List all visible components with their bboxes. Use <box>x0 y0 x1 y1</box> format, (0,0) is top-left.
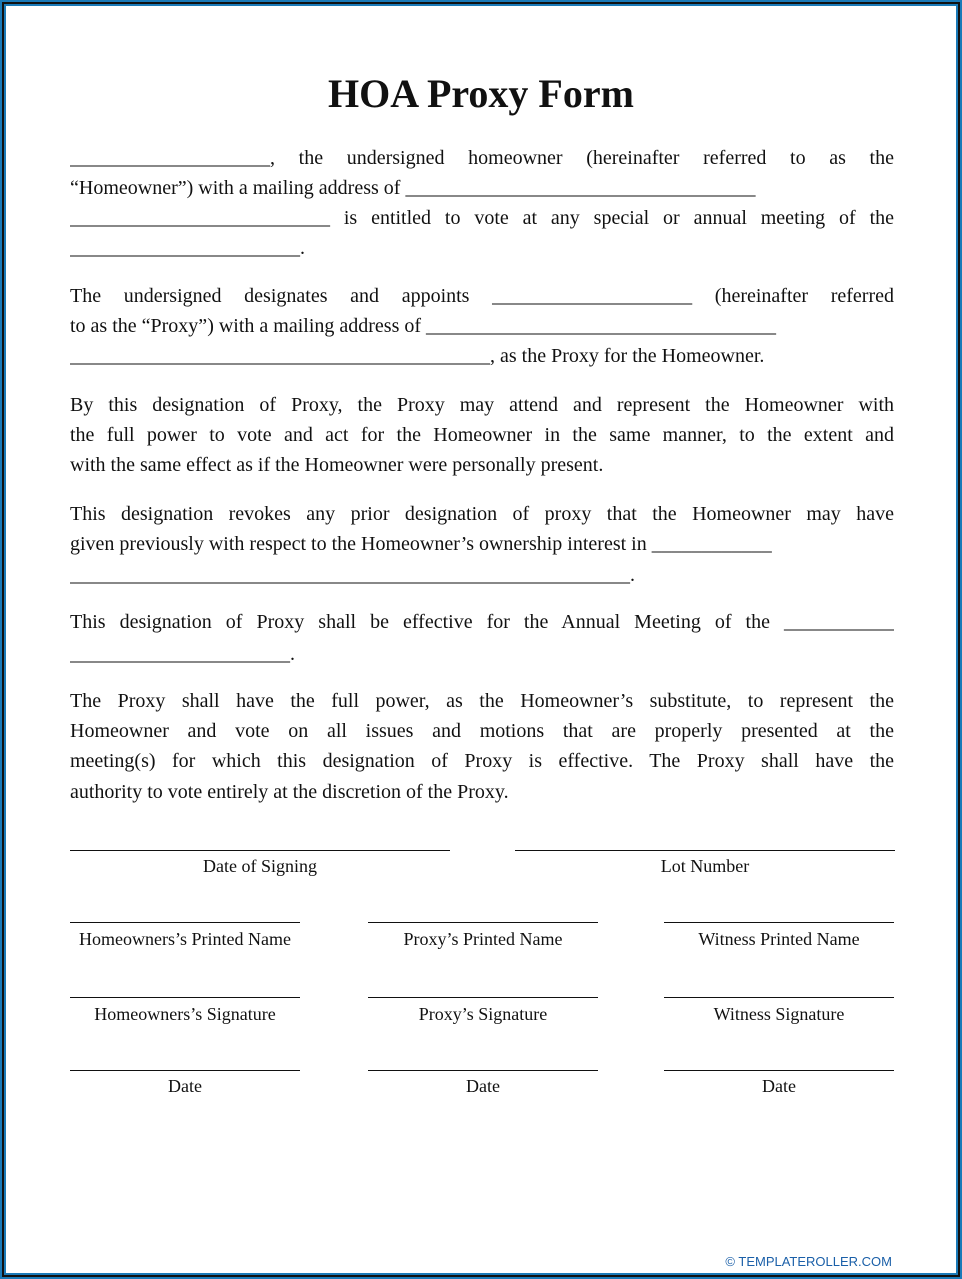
paragraph-1-line: “Homeowner”) with a mailing address of ___________________________________ <box>70 177 756 199</box>
signature-line[interactable] <box>70 850 450 851</box>
signature-line[interactable] <box>368 1070 598 1071</box>
signature-line[interactable] <box>70 1070 300 1071</box>
signature-label: Date <box>762 1076 796 1096</box>
paragraph-1-line: __________________________ is entitled to vote at any special or annual meeting of the <box>70 207 894 229</box>
signature-line[interactable] <box>368 922 598 923</box>
paragraph-4-line: given previously with respect to the Homeowner’s ownership interest in ____________ <box>70 533 772 555</box>
paragraph-4-line: ________________________________________________________. <box>70 564 635 586</box>
signature-line[interactable] <box>664 1070 894 1071</box>
page-title: HOA Proxy Form <box>328 71 634 116</box>
signature-line[interactable] <box>515 850 895 851</box>
signature-line[interactable] <box>664 922 894 923</box>
signature-label: Homeowners’s Printed Name <box>79 929 291 949</box>
signature-label: Date <box>168 1076 202 1096</box>
signature-label: Witness Signature <box>713 1004 845 1024</box>
paragraph-3-line: By this designation of Proxy, the Proxy may attend and represent the Homeowner with <box>70 394 894 416</box>
paragraph-5-line: This designation of Proxy shall be effective for the Annual Meeting of the ___________ <box>70 611 894 633</box>
signature-label: Proxy’s Signature <box>418 1004 548 1024</box>
signature-label: Homeowners’s Signature <box>94 1004 276 1024</box>
signature-label: Proxy’s Printed Name <box>403 929 563 949</box>
paragraph-1-line: _______________________. <box>70 237 305 259</box>
paragraph-1-line: ____________________, the undersigned homeowner (hereinafter referred to as the <box>70 147 894 169</box>
paragraph-5-line: ______________________. <box>70 643 295 665</box>
signature-line[interactable] <box>664 997 894 998</box>
signature-label: Date of Signing <box>203 856 317 876</box>
paragraph-6-line: Homeowner and vote on all issues and motions that are properly presented at the <box>70 720 894 742</box>
paragraph-2-line: The undersigned designates and appoints ____________________ (hereinafter referred <box>70 285 894 307</box>
signature-line[interactable] <box>70 922 300 923</box>
paragraph-6-line: meeting(s) for which this designation of Proxy is effective. The Proxy shall have the <box>70 750 894 772</box>
signature-label: Lot Number <box>660 856 750 876</box>
paragraph-3-line: the full power to vote and act for the Homeowner in the same manner, to the extent and <box>70 424 894 446</box>
footer-credit[interactable]: © TEMPLATEROLLER.COM <box>725 1254 892 1269</box>
signature-line[interactable] <box>70 997 300 998</box>
paragraph-2-line: __________________________________________, as the Proxy for the Homeowner. <box>70 345 765 367</box>
signature-label: Witness Printed Name <box>698 929 860 949</box>
paragraph-6-line: authority to vote entirely at the discretion of the Proxy. <box>70 781 509 803</box>
paragraph-3-line: with the same effect as if the Homeowner were personally present. <box>70 454 604 476</box>
signature-label: Date <box>466 1076 500 1096</box>
paragraph-4-line: This designation revokes any prior designation of proxy that the Homeowner may have <box>70 503 894 525</box>
paragraph-2-line: to as the “Proxy”) with a mailing address of ___________________________________ <box>70 315 777 337</box>
paragraph-6-line: The Proxy shall have the full power, as the Homeowner’s substitute, to represent the <box>70 690 894 712</box>
signature-line[interactable] <box>368 997 598 998</box>
